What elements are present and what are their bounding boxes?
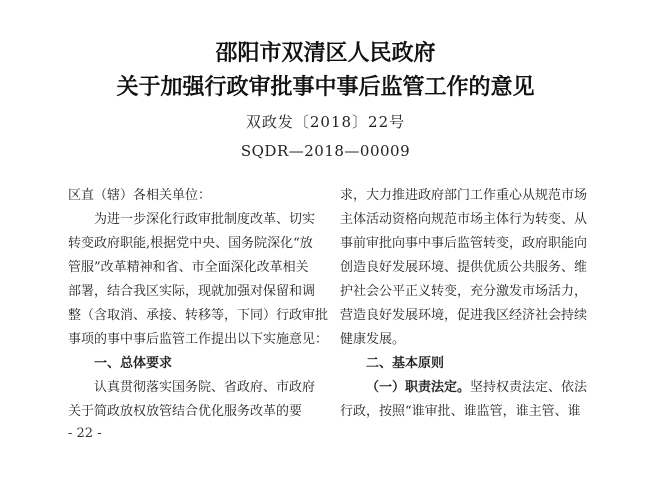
salutation: 区直（辖）各相关单位：: [68, 188, 212, 203]
page-number: - 22 -: [68, 426, 102, 441]
document-title-line2: 关于加强行政审批事中事后监管工作的意见: [116, 75, 535, 100]
subsection-text: 坚持权责法定、依法: [470, 380, 588, 395]
subsection-label: （一）职责法定。: [366, 380, 471, 395]
document-title-line1: 邵阳市双清区人民政府: [215, 41, 436, 66]
body-line: 求，大力推进政府部门工作重心从规范市场: [340, 188, 588, 203]
body-line: 转变政府职能,根据党中央、国务院深化“放: [68, 236, 313, 251]
subsection-line: [366, 376, 587, 395]
body-line: 创造良好发展环境、提供优质公共服务、维: [340, 260, 588, 275]
body-line: 营造良好发展环境，促进我区经济社会持续: [340, 308, 588, 323]
section-heading-1: 一、总体要求: [94, 356, 173, 371]
body-line: 健康发展。: [340, 332, 406, 347]
body-line: 为进一步深化行政审批制度改革、切实: [94, 212, 316, 227]
section-heading-2: 二、基本原则: [366, 356, 445, 371]
body-line: 关于简政放权放管结合优化服务改革的要: [68, 404, 303, 419]
body-line: 事项的事中事后监管工作提出以下实施意见：: [68, 332, 329, 347]
body-line: 事前审批向事中事后监管转变，政府职能向: [340, 236, 588, 251]
body-line: 整（含取消、承接、转移等，下同）行政审批: [68, 308, 329, 323]
body-line: 管服”改革精神和省、市全面深化改革相关: [68, 260, 309, 275]
body-line: 主体活动资格向规范市场主体行为转变、从: [340, 212, 588, 227]
document-serial: SQDR—2018—00009: [240, 142, 411, 160]
body-line: 部署，结合我区实际，现就加强对保留和调: [68, 284, 316, 299]
body-line: 认真贯彻落实国务院、省政府、市政府: [94, 380, 316, 395]
body-line: 护社会公平正义转变，充分激发市场活力，: [340, 284, 588, 299]
document-number: 双政发〔2018〕22号: [245, 113, 406, 131]
body-line: 行政，按照“谁审批、谁监管，谁主管、谁: [340, 404, 581, 419]
